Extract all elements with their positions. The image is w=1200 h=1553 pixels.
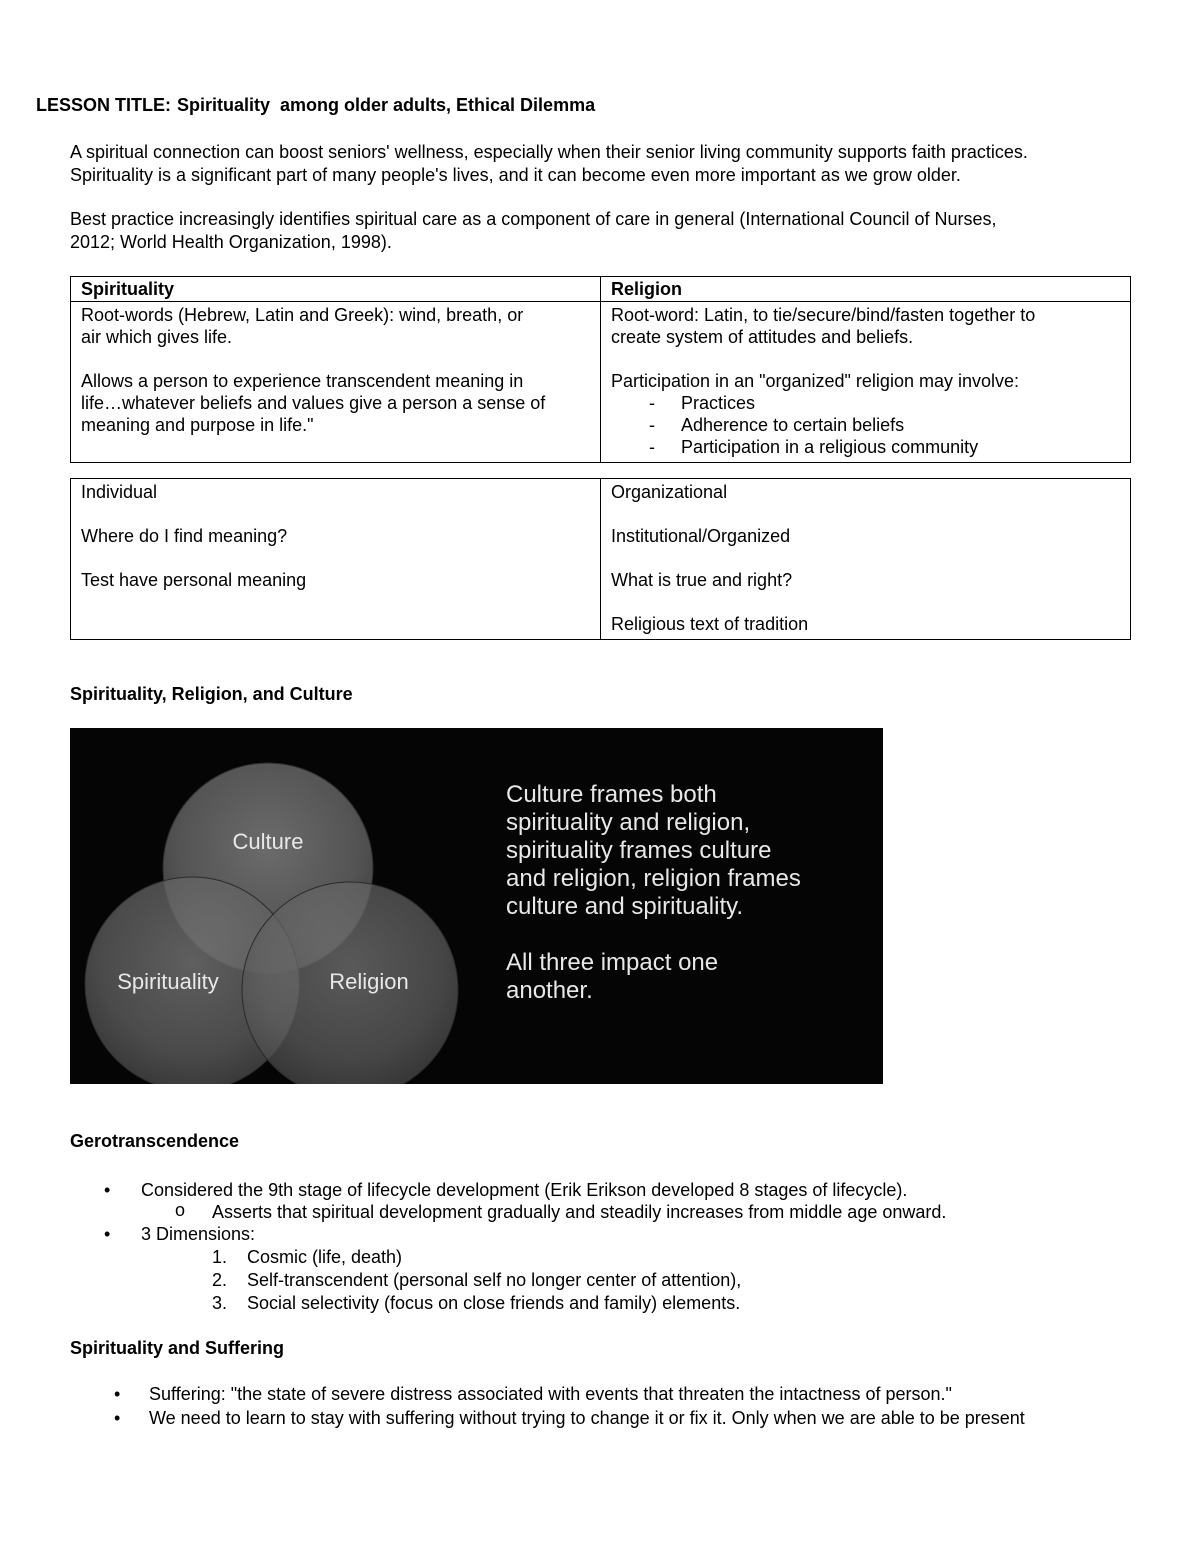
spirituality-meaning-line2: life…whatever beliefs and values give a person a sense of [81, 393, 546, 413]
individual-line3: Test have personal meaning [81, 570, 307, 590]
intro-p2-line1: Best practice increasingly identifies spiritual care as a component of care in general (International Council of Nurses, [70, 209, 997, 229]
figure-text-line5: culture and spirituality. [506, 893, 743, 920]
intro-p1-line1: A spiritual connection can boost seniors' wellness, especially when their senior living community supports faith practices. [70, 142, 1028, 162]
gero-item-1: Considered the 9th stage of lifecycle development (Erik Erikson developed 8 stages of lifecycle). [141, 1180, 908, 1200]
table-header-row [71, 277, 1131, 302]
header-religion: Religion [601, 277, 1131, 302]
culture-label: Culture [232, 829, 304, 854]
dash-marker: - [649, 393, 655, 413]
intro-p2-line2: 2012; World Health Organization, 1998). [70, 232, 392, 252]
lesson-title-text: Spirituality among older adults, Ethical Dilemma [177, 95, 596, 115]
figure-text-line1: Culture frames both [506, 781, 717, 808]
spirituality-religion-table [70, 276, 1131, 463]
organizational-line2: Institutional/Organized [611, 526, 791, 546]
bullet-marker: • [104, 1224, 111, 1244]
suffering-item-2: We need to learn to stay with suffering without trying to change it or fix it. Only when we are able to be present [149, 1408, 1025, 1428]
table-row [71, 479, 1131, 640]
sub-bullet-marker: o [175, 1200, 186, 1220]
gero-item-2: 3 Dimensions: [141, 1224, 256, 1244]
header-spirituality: Spirituality [71, 277, 601, 302]
religion-rootword-line1: Root-word: Latin, to tie/secure/bind/fasten together to [611, 305, 1036, 325]
spirituality-meaning-line3: meaning and purpose in life." [81, 415, 314, 435]
religion-label: Religion [329, 969, 409, 994]
list-item-text: Participation in a religious community [681, 437, 979, 457]
religion-rootword-line2: create system of attitudes and beliefs. [611, 327, 914, 347]
section-heading-suffering: Spirituality and Suffering [70, 1338, 285, 1358]
venn-diagram [70, 728, 883, 1084]
lesson-title [36, 95, 595, 116]
individual-line1: Individual [81, 482, 158, 502]
organizational-line4: Religious text of tradition [611, 614, 809, 634]
intro-paragraph-1 [70, 141, 1028, 187]
section-heading-gerotranscendence: Gerotranscendence [70, 1131, 240, 1151]
spirituality-rootwords-line1: Root-words (Hebrew, Latin and Greek): wind, breath, or [81, 305, 524, 325]
spirituality-meaning-line1: Allows a person to experience transcendent meaning in [81, 371, 524, 391]
dash-marker: - [649, 437, 655, 457]
gero-item-1-sub: Asserts that spiritual development gradually and steadily increases from middle age onward. [212, 1202, 947, 1222]
intro-p1-line2: Spirituality is a significant part of many people's lives, and it can become even more important as we grow older. [70, 165, 961, 185]
section-heading-culture: Spirituality, Religion, and Culture [70, 684, 353, 704]
organizational-line1: Organizational [611, 482, 728, 502]
individual-organizational-table [70, 478, 1131, 640]
number-marker: 2. [212, 1270, 228, 1290]
figure-text2-line1: All three impact one [506, 949, 719, 976]
bullet-marker: • [114, 1384, 121, 1404]
table-row [71, 302, 1131, 463]
dimension-3: Social selectivity (focus on close friends and family) elements. [247, 1293, 741, 1313]
figure-text2-line2: another. [506, 977, 593, 1004]
figure-text-line4: and religion, religion frames [506, 865, 801, 892]
list-item [611, 392, 1120, 414]
number-marker: 1. [212, 1247, 228, 1267]
spirituality-cell [71, 302, 601, 463]
bullet-marker: • [114, 1408, 121, 1428]
list-item [611, 436, 1120, 458]
organizational-line3: What is true and right? [611, 570, 793, 590]
intro-paragraph-2 [70, 208, 996, 254]
figure-text-line2: spirituality and religion, [506, 809, 751, 836]
religion-cell [601, 302, 1131, 463]
list-item-text: Adherence to certain beliefs [681, 415, 905, 435]
organizational-cell [601, 479, 1131, 640]
individual-cell [71, 479, 601, 640]
venn-diagram-figure [70, 728, 883, 1084]
list-item [611, 414, 1120, 436]
religion-participation-intro: Participation in an "organized" religion may involve: [611, 371, 1019, 391]
dimension-2: Self-transcendent (personal self no longer center of attention), [247, 1270, 742, 1290]
figure-text-line3: spirituality frames culture [506, 837, 772, 864]
dash-marker: - [649, 415, 655, 435]
individual-line2: Where do I find meaning? [81, 526, 288, 546]
number-marker: 3. [212, 1293, 228, 1313]
suffering-item-1: Suffering: "the state of severe distress associated with events that threaten the intactness of person." [149, 1384, 952, 1404]
spirituality-label: Spirituality [117, 969, 219, 994]
bullet-marker: • [104, 1180, 111, 1200]
religion-participation-list [611, 392, 1120, 458]
spirituality-rootwords-line2: air which gives life. [81, 327, 233, 347]
lesson-title-label: LESSON TITLE: [36, 95, 171, 115]
list-item-text: Practices [681, 393, 756, 413]
dimension-1: Cosmic (life, death) [247, 1247, 403, 1267]
